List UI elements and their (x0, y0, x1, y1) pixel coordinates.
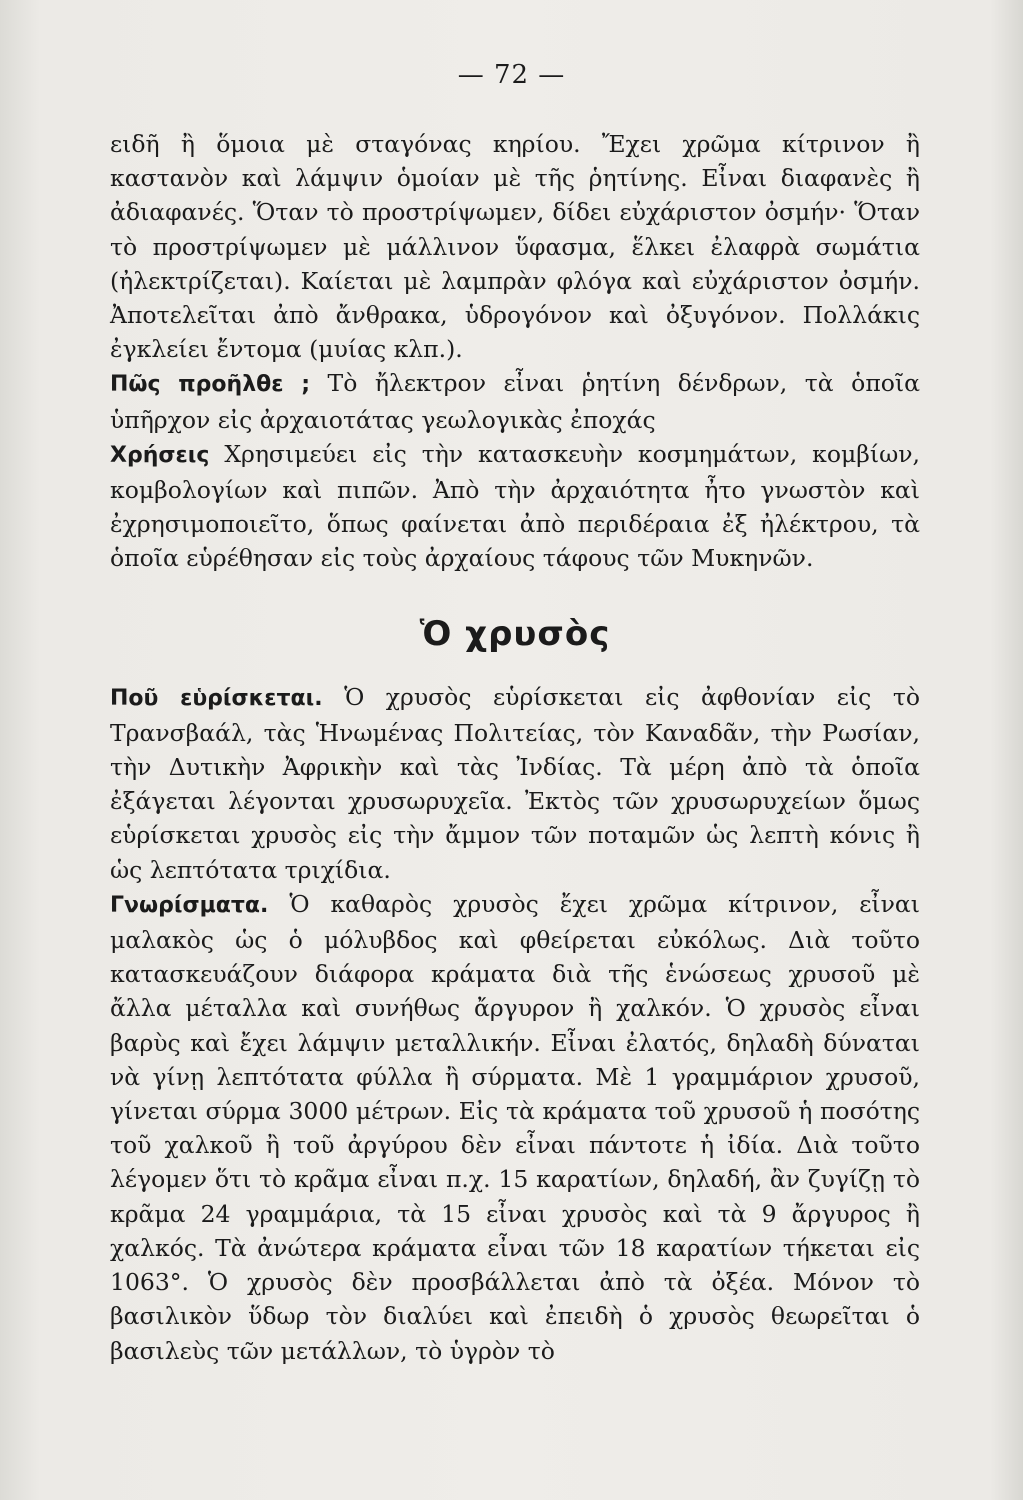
where-found-heading: Ποῦ εὑρίσκεται. (110, 685, 323, 711)
paragraph-uses (110, 437, 920, 576)
origin-heading: Πῶς προῆλθε ; (110, 372, 311, 398)
characteristics-text: Ὁ καθαρὸς χρυσὸς ἔχει χρῶμα κίτρινον, εἶναι μαλακὸς ὡς ὁ μόλυβδος καὶ φθείρεται εὐκόλως. Διὰ τοῦτο κατασκευάζουν διάφορα κράματα διὰ τῆς ἑνώσεως χρυσοῦ μὲ ἄλλα μέταλλα καὶ συνήθως ἄργυρον ἢ χαλκόν. Ὁ χρυσὸς εἶναι βαρὺς καὶ ἔχει λάμψιν μεταλλικήν. Εἶναι ἐλατός, δηλαδὴ δύναται νὰ γίνῃ λεπτότατα φύλλα ἢ σύρματα. Μὲ 1 γραμμάριον χρυσοῦ, γίνεται σύρμα 3000 μέτρων. Εἰς τὰ κράματα τοῦ χρυσοῦ ἡ ποσότης τοῦ χαλκοῦ ἢ τοῦ ἀργύρου δὲν εἶναι πάντοτε ἡ ἰδία. Διὰ τοῦτο λέγομεν ὅτι τὸ κρᾶμα εἶναι π.χ. 15 καρατίων, δηλαδή, ἂν ζυγίζῃ τὸ κρᾶμα 24 γραμμάρια, τὰ 15 εἶναι χρυσὸς καὶ τὰ 9 ἄργυρος ἢ χαλκός. Τὰ ἀνώτερα κράματα εἶναι τῶν 18 καρατίων τήκεται εἰς 1063°. Ὁ χρυσὸς δὲν προσβάλλεται ἀπὸ τὰ ὀξέα. Μόνον τὸ βασιλικὸν ὕδωρ τὸν διαλύει καὶ ἐπειδὴ ὁ χρυσὸς θεωρεῖται ὁ βασιλεὺς τῶν μετάλλων, τὸ ὑγρὸν τὸ (110, 889, 920, 1365)
origin-text: Τὸ ἤλεκτρον εἶναι ῥητίνη δένδρων, τὰ ὁποῖα ὑπῆρχον εἰς ἀρχαιοτάτας γεωλογικὰς ἐποχάς (110, 369, 920, 434)
page-content (110, 127, 920, 1368)
uses-text: Χρησιμεύει εἰς τὴν κατασκευὴν κοσμημάτων, κομβίων, κομβολογίων καὶ πιπῶν. Ἀπὸ τὴν ἀρχαιότητα ἦτο γνωστὸν καὶ ἐχρησιμοποιεῖτο, ὅπως φαίνεται ἀπὸ περιδέραια ἐξ ἠλέκτρου, τὰ ὁποῖα εὑρέθησαν εἰς τοὺς ἀρχαίους τάφους τῶν Μυκηνῶν. (110, 439, 920, 573)
paragraph-characteristics (110, 887, 920, 1368)
uses-heading: Χρήσεις (110, 442, 210, 468)
paragraph-intro: ειδῆ ἢ ὅμοια μὲ σταγόνας κηρίου. Ἔχει χρῶμα κίτρινον ἢ καστανὸν καὶ λάμψιν ὁμοίαν μὲ τῆς ῥητίνης. Εἶναι διαφανὲς ἢ ἀδιαφανές. Ὅταν τὸ προστρίψωμεν, δίδει εὐχάριστον ὀσμήν· Ὅταν τὸ προστρίψωμεν μὲ μάλλινον ὕφασμα, ἕλκει ἐλαφρὰ σωμάτια (ἠλεκτρίζεται). Καίεται μὲ λαμπρὰν φλόγα καὶ εὐχάριστον ὀσμήν. Ἀποτελεῖται ἀπὸ ἄνθρακα, ὑδρογόνον καὶ ὀξυγόνον. Πολλάκις ἐγκλείει ἔντομα (μυίας κλπ.). (110, 130, 920, 364)
section-title: Ὁ χρυσὸς (419, 613, 611, 654)
page-number: — 72 — (457, 60, 566, 90)
paragraph-where-found (110, 680, 920, 887)
characteristics-heading: Γνωρίσματα. (110, 892, 269, 918)
paragraph-origin (110, 366, 920, 436)
where-found-text: Ὁ χρυσὸς εὑρίσκεται εἰς ἀφθονίαν εἰς τὸ Τρανσβαάλ, τὰς Ἡνωμένας Πολιτείας, τὸν Καναδᾶν, τὴν Ρωσίαν, τὴν Δυτικὴν Ἀφρικὴν καὶ τὰς Ἰνδίας. Τὰ μέρη ἀπὸ τὰ ὁποῖα ἐξάγεται λέγονται χρυσωρυχεῖα. Ἐκτὸς τῶν χρυσωρυχείων ὅμως εὑρίσκεται χρυσὸς εἰς τὴν ἄμμον τῶν ποταμῶν ὡς λεπτὴ κόνις ἢ ὡς λεπτότατα τριχίδια. (110, 682, 920, 884)
